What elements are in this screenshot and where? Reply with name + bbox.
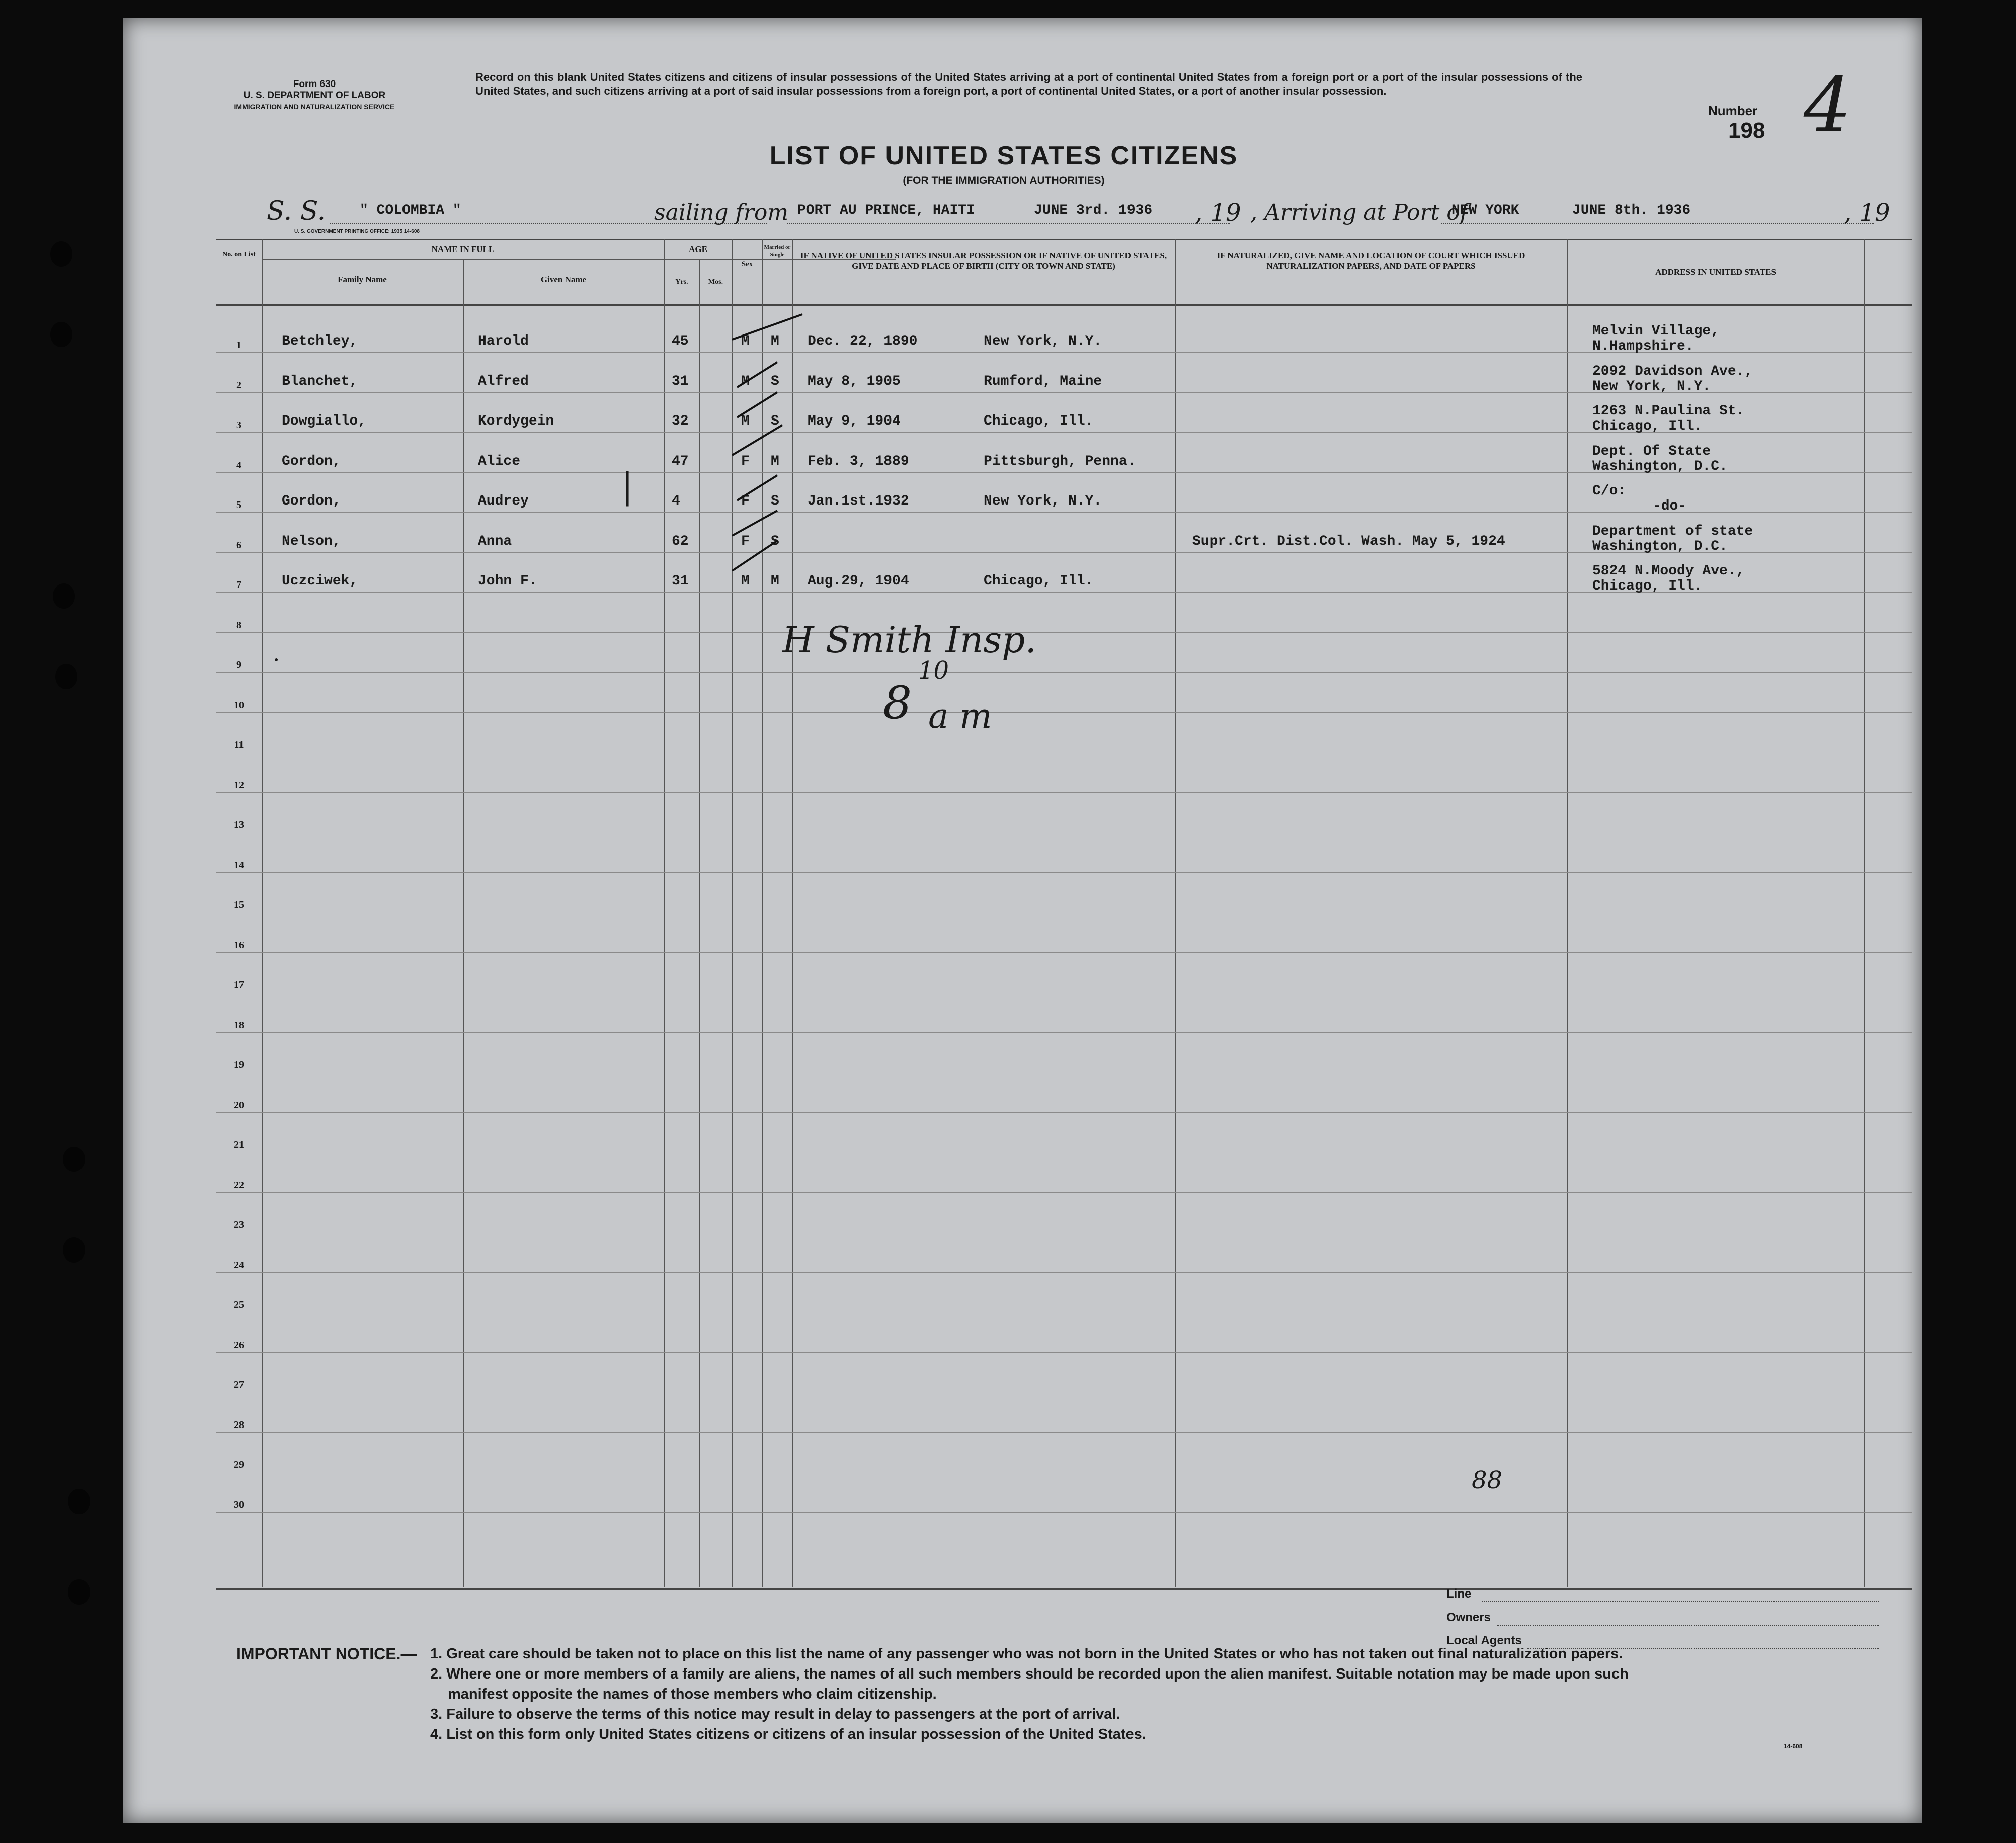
sex-cell: M <box>741 333 750 349</box>
address-line-1: 5824 N.Moody Ave., <box>1592 563 1745 579</box>
departure-port: PORT AU PRINCE, HAITI <box>797 203 975 218</box>
address-line-1: Dept. Of State <box>1592 443 1711 459</box>
col-sep <box>1567 239 1568 1587</box>
notice-2b: manifest opposite the names of those members who claim citizenship. <box>448 1686 937 1702</box>
punch-hole <box>55 664 77 689</box>
family-name-cell: Uczciwek, <box>282 573 358 589</box>
departure-date: JUNE 3rd. 1936 <box>1034 203 1153 218</box>
row-number: 11 <box>234 739 244 750</box>
row-number: 18 <box>234 1019 244 1031</box>
row-rule <box>216 1112 1912 1113</box>
row-number: 13 <box>234 819 244 830</box>
ship-name: " COLOMBIA " <box>360 203 461 218</box>
notice-4: 4. List on this form only United States citizens or citizens of an insular possession of the United States. <box>430 1726 1146 1742</box>
naturalization-cell: Supr.Crt. Dist.Col. Wash. May 5, 1924 <box>1192 533 1505 549</box>
address-line-1: 1263 N.Paulina St. <box>1592 403 1745 419</box>
row-rule <box>216 1432 1912 1433</box>
birth-place-cell: Pittsburgh, Penna. <box>984 453 1136 469</box>
number-handwritten: 4 <box>1804 62 1852 149</box>
row-number: 23 <box>234 1219 244 1230</box>
agents-label: Local Agents <box>1446 1634 1522 1647</box>
row-rule <box>216 1032 1912 1033</box>
col-sep <box>262 239 263 1587</box>
notice-1: 1. Great care should be taken not to place on this list the name of any passenger who was not born in the United States or who has not taken out final naturalization papers. <box>430 1646 1623 1662</box>
age-years-cell: 32 <box>672 413 689 429</box>
service: IMMIGRATION AND NATURALIZATION SERVICE <box>234 103 395 111</box>
family-name-cell: Betchley, <box>282 333 358 349</box>
row-number: 8 <box>236 619 241 631</box>
marital-status-cell: S <box>771 413 779 429</box>
row-number: 5 <box>236 499 241 511</box>
row-rule <box>216 952 1912 953</box>
birth-date-cell: Dec. 22, 1890 <box>808 333 918 349</box>
arriving-label: , Arriving at Port of <box>1250 200 1468 225</box>
address-line-2: -do- <box>1653 498 1687 514</box>
address-line-1: Department of state <box>1592 523 1753 539</box>
birth-date-cell: Aug.29, 1904 <box>808 573 909 589</box>
birth-place-cell: Chicago, Ill. <box>984 413 1094 429</box>
given-name-cell: Kordygein <box>478 413 554 429</box>
row-number: 17 <box>234 979 244 990</box>
row-rule <box>216 672 1912 673</box>
time-minutes: 10 <box>918 656 949 685</box>
marital-status-cell: M <box>771 453 779 469</box>
punch-hole <box>63 1147 85 1172</box>
age-years-cell: 47 <box>672 453 689 469</box>
address-line-2: Washington, D.C. <box>1592 538 1728 554</box>
given-name-cell: Audrey <box>478 493 529 509</box>
notice-heading: IMPORTANT NOTICE.— <box>236 1645 417 1663</box>
col-age: AGE <box>689 244 707 254</box>
age-years-cell: 31 <box>672 373 689 389</box>
row-number: 2 <box>236 379 241 391</box>
col-sex: Sex <box>741 260 753 268</box>
col-name-in-full: NAME IN FULL <box>431 244 495 254</box>
given-name-cell: John F. <box>478 573 537 589</box>
col-sep <box>463 259 464 1587</box>
owners-label: Owners <box>1446 1611 1491 1624</box>
row-number: 19 <box>234 1059 244 1070</box>
page-title: LIST OF UNITED STATES CITIZENS <box>769 141 1238 171</box>
address-line-1: Melvin Village, <box>1592 323 1720 339</box>
time-hour: 8 <box>883 677 912 729</box>
footer-code: 14-608 <box>1784 1743 1803 1750</box>
year-prefix-1: , 19 <box>1195 199 1241 227</box>
row-number: 30 <box>234 1499 244 1511</box>
age-years-cell: 4 <box>672 493 680 509</box>
col-birth: IF NATIVE OF UNITED STATES INSULAR POSSESSION OR IF NATIVE OF UNITED STATES, GIVE DATE AND PLACE OF BIRTH (CITY OR TOWN AND STATE) <box>800 250 1167 271</box>
notice-3: 3. Failure to observe the terms of this notice may result in delay to passengers at the port of arrival. <box>430 1706 1120 1722</box>
form-number: Form 630 <box>293 79 336 90</box>
col-family-name: Family Name <box>338 275 387 284</box>
address-line-2: N.Hampshire. <box>1592 339 1694 354</box>
row-number: 21 <box>234 1139 244 1150</box>
print-note: U. S. GOVERNMENT PRINTING OFFICE: 1935 14-608 <box>294 229 420 234</box>
marital-status-cell: M <box>771 573 779 589</box>
sex-cell: M <box>741 413 750 429</box>
row-rule <box>216 792 1912 793</box>
year-prefix-2: , 19 <box>1844 199 1890 227</box>
notice-2a: 2. Where one or more members of a family are aliens, the names of all such members should be recorded upon the alien manifest. Suitable notation may be made upon such <box>430 1666 1629 1682</box>
address-line-2: Washington, D.C. <box>1592 458 1728 474</box>
col-address: ADDRESS IN UNITED STATES <box>1655 267 1776 277</box>
given-name-cell: Alfred <box>478 373 529 389</box>
marital-status-cell: M <box>771 333 779 349</box>
instructions: Record on this blank United States citizens and citizens of insular possessions of the United States arriving at a port of continental United States from a foreign port or a port of the insular possessions of the United States, and such citizens arriving at a port of said insular possessions from a foreign port, a port of continental United States, or a port of another insular possession. <box>475 71 1582 97</box>
ss-label: S. S. <box>267 196 326 226</box>
address-line-1: 2092 Davidson Ave., <box>1592 363 1753 379</box>
punch-hole <box>50 322 72 347</box>
punch-hole <box>50 241 72 267</box>
family-name-cell: Dowgiallo, <box>282 413 367 429</box>
address-line-1: C/o: <box>1592 483 1627 499</box>
col-sep <box>1864 239 1865 1587</box>
address-line-2: Chicago, Ill. <box>1592 418 1703 434</box>
col-yrs: Yrs. <box>675 278 688 286</box>
manifest-sheet <box>123 18 1922 1823</box>
row-number: 29 <box>234 1459 244 1470</box>
punch-hole <box>68 1579 90 1605</box>
sex-cell: F <box>741 453 750 469</box>
line-field <box>1482 1601 1879 1602</box>
department: U. S. DEPARTMENT OF LABOR <box>243 90 386 101</box>
sex-cell: M <box>741 373 750 389</box>
age-years-cell: 62 <box>672 533 689 549</box>
row-number: 9 <box>236 659 241 671</box>
given-name-cell: Harold <box>478 333 529 349</box>
age-years-cell: 31 <box>672 573 689 589</box>
family-name-cell: Gordon, <box>282 453 341 469</box>
line-label: Line <box>1446 1587 1472 1601</box>
birth-place-cell: New York, N.Y. <box>984 493 1102 509</box>
birth-place-cell: Rumford, Maine <box>984 373 1102 389</box>
row-number: 10 <box>234 699 244 711</box>
manifest-table <box>216 239 1912 1590</box>
family-name-cell: Gordon, <box>282 493 341 509</box>
page-mark: 88 <box>1472 1466 1503 1494</box>
sex-cell: F <box>741 493 750 509</box>
row-number: 24 <box>234 1259 244 1271</box>
time-ampm: a m <box>928 697 992 736</box>
col-married-single: Married or Single <box>764 244 791 258</box>
row-number: 7 <box>236 579 241 591</box>
address-line-2: Chicago, Ill. <box>1592 578 1703 594</box>
sex-cell: F <box>741 533 750 549</box>
row-number: 28 <box>234 1419 244 1431</box>
punch-hole <box>53 583 75 609</box>
owners-field <box>1497 1625 1879 1626</box>
marital-status-cell: S <box>771 493 779 509</box>
row-number: 4 <box>236 459 241 471</box>
row-number: 25 <box>234 1299 244 1310</box>
row-number: 22 <box>234 1179 244 1191</box>
tick-mark: | <box>621 465 633 507</box>
punch-hole <box>68 1489 90 1514</box>
given-name-cell: Anna <box>478 533 512 549</box>
row-rule <box>216 872 1912 873</box>
col-no-on-list: No. on List <box>222 250 256 258</box>
address-line-2: New York, N.Y. <box>1592 378 1711 394</box>
sailing-label: sailing from <box>654 200 789 225</box>
row-number: 20 <box>234 1099 244 1111</box>
row-number: 14 <box>234 859 244 871</box>
arrival-port: NEW YORK <box>1451 203 1519 218</box>
birth-date-cell: Jan.1st.1932 <box>808 493 909 509</box>
inspector-signature: H Smith Insp. <box>782 619 1037 661</box>
col-sep <box>699 259 700 1587</box>
departure-underline <box>787 223 1230 224</box>
row-number: 15 <box>234 899 244 910</box>
row9-dot: • <box>274 654 279 667</box>
number-label: Number <box>1708 103 1758 118</box>
birth-place-cell: New York, N.Y. <box>984 333 1102 349</box>
birth-date-cell: Feb. 3, 1889 <box>808 453 909 469</box>
punch-hole <box>63 1237 85 1263</box>
col-given-name: Given Name <box>540 275 587 284</box>
sex-cell: M <box>741 573 750 589</box>
birth-place-cell: Chicago, Ill. <box>984 573 1094 589</box>
row-rule <box>216 1512 1912 1513</box>
number-printed: 198 <box>1728 118 1765 143</box>
arrival-date: JUNE 8th. 1936 <box>1572 203 1691 218</box>
col-naturalized: IF NATURALIZED, GIVE NAME AND LOCATION OF COURT WHICH ISSUED NATURALIZATION PAPERS, AND DATE OF PAPERS <box>1217 250 1525 271</box>
marital-status-cell: S <box>771 373 779 389</box>
given-name-cell: Alice <box>478 453 521 469</box>
arrival-underline <box>1441 223 1874 224</box>
row-number: 6 <box>236 539 241 551</box>
row-number: 1 <box>236 340 241 351</box>
page-subtitle: (FOR THE IMMIGRATION AUTHORITIES) <box>903 175 1105 186</box>
col-sep <box>1175 239 1176 1587</box>
row-rule <box>216 712 1912 713</box>
row-number: 26 <box>234 1339 244 1351</box>
col-sep <box>664 239 665 1587</box>
row-number: 27 <box>234 1379 244 1390</box>
row-number: 12 <box>234 779 244 791</box>
row-rule <box>216 1192 1912 1193</box>
age-years-cell: 45 <box>672 333 689 349</box>
row-number: 3 <box>236 420 241 431</box>
row-rule <box>216 632 1912 633</box>
marital-status-cell: S <box>771 533 779 549</box>
form-id-block <box>209 79 420 112</box>
birth-date-cell: May 9, 1904 <box>808 413 901 429</box>
row-rule <box>216 1272 1912 1273</box>
family-name-cell: Nelson, <box>282 533 341 549</box>
header-rule <box>216 304 1912 306</box>
sex-column-strokes <box>722 299 813 621</box>
col-mos: Mos. <box>708 278 723 286</box>
row-rule <box>216 1352 1912 1353</box>
row-number: 16 <box>234 939 244 951</box>
family-name-cell: Blanchet, <box>282 373 358 389</box>
birth-date-cell: May 8, 1905 <box>808 373 901 389</box>
